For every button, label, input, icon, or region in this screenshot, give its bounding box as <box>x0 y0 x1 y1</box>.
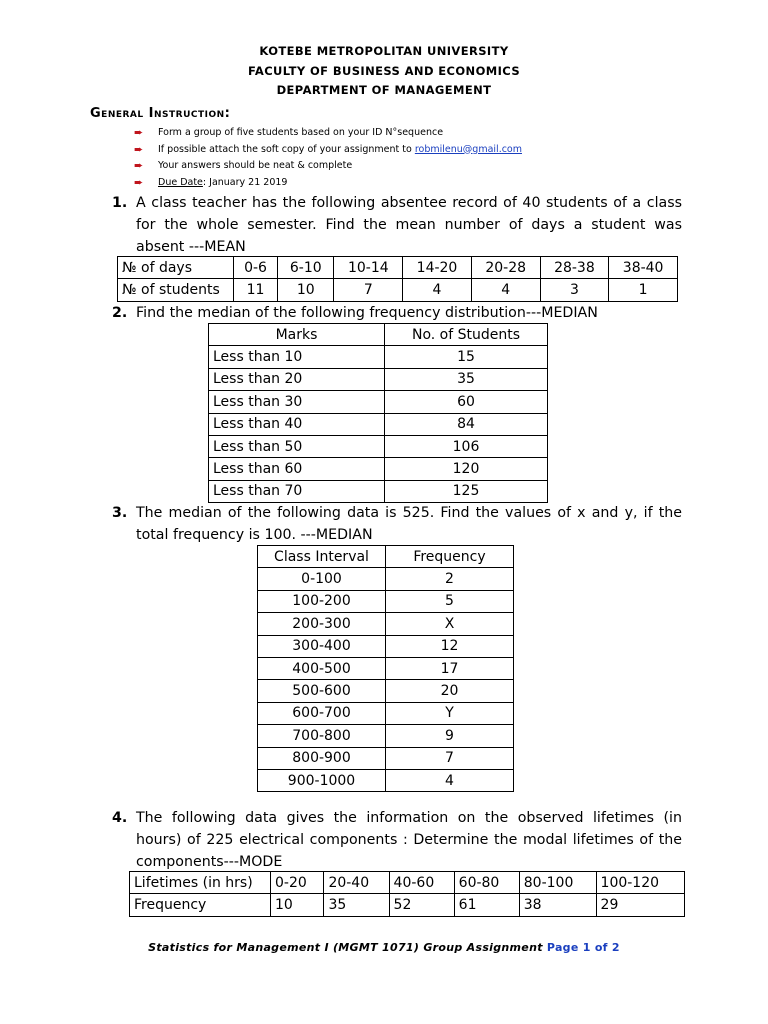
table-cell: 6-10 <box>278 257 334 279</box>
table-row <box>209 458 548 480</box>
table-cell: Y <box>386 702 514 724</box>
table-cell: Less than 10 <box>209 346 385 368</box>
document-header <box>0 42 768 101</box>
table-row <box>258 635 514 657</box>
table-cell: 20-28 <box>471 257 540 279</box>
table-cell: X <box>386 613 514 635</box>
due-date-label: Due Date <box>158 176 203 188</box>
question-text: The following data gives the information on the observed lifetimes (in hours) of 225 electrical components : Determine the modal lifetimes of the components---MODE <box>136 810 682 870</box>
instruction-text: Form a group of five students based on your ID N°sequence <box>158 127 444 138</box>
table-row <box>258 590 514 612</box>
table-cell: Less than 20 <box>209 368 385 390</box>
question-number: 4. <box>112 810 128 826</box>
table-cell: 5 <box>386 590 514 612</box>
table-cell: 35 <box>385 368 548 390</box>
table-row <box>258 769 514 791</box>
table-cell: 106 <box>385 435 548 457</box>
table-row <box>209 391 548 413</box>
instruction-item <box>134 125 522 142</box>
question-4 <box>112 807 682 873</box>
table-cell: 100-200 <box>258 590 386 612</box>
table-row <box>209 368 548 390</box>
table-row <box>130 872 685 894</box>
arrow-bullet-icon: ➨ <box>134 159 144 172</box>
instruction-item <box>134 175 522 192</box>
table-row <box>118 279 678 301</box>
table-cell: 0-100 <box>258 568 386 590</box>
table-cell: 1 <box>609 279 678 301</box>
table-row <box>209 435 548 457</box>
table-cell: 60 <box>385 391 548 413</box>
question-3 <box>112 502 682 546</box>
table-cell: 84 <box>385 413 548 435</box>
arrow-bullet-icon: ➨ <box>134 175 144 189</box>
due-date-value: : January 21 2019 <box>202 176 288 188</box>
table-cell: 7 <box>386 747 514 769</box>
table-cell: 500-600 <box>258 680 386 702</box>
table-cell: 2 <box>386 568 514 590</box>
table-cell: 60-80 <box>454 872 519 894</box>
table-cell: 9 <box>386 725 514 747</box>
university-name: KOTEBE METROPOLITAN UNIVERSITY <box>259 44 509 58</box>
table-cell: 100-120 <box>596 872 684 894</box>
table-cell: 0-20 <box>271 872 324 894</box>
table-cell: 10 <box>278 279 334 301</box>
page-footer <box>0 941 768 954</box>
q1-table <box>117 256 678 302</box>
table-cell: Frequency <box>130 894 271 916</box>
table-cell: № of days <box>118 257 234 279</box>
table-row <box>258 702 514 724</box>
table-row <box>258 568 514 590</box>
table-cell: 20-40 <box>324 872 389 894</box>
table-cell: Lifetimes (in hrs) <box>130 872 271 894</box>
table-cell: 17 <box>386 657 514 679</box>
table-row <box>258 747 514 769</box>
table-cell: 120 <box>385 458 548 480</box>
table-row <box>209 413 548 435</box>
table-cell: 12 <box>386 635 514 657</box>
footer-text: Statistics for Management I (MGMT 1071) Group Assignment <box>148 941 547 954</box>
table-cell: 0-6 <box>234 257 278 279</box>
table-cell: 400-500 <box>258 657 386 679</box>
table-cell: 10-14 <box>334 257 403 279</box>
table-cell: 14-20 <box>403 257 472 279</box>
table-cell: 38 <box>519 894 596 916</box>
table-header-cell: Marks <box>209 324 385 346</box>
table-row <box>209 324 548 346</box>
table-header-cell: Frequency <box>386 546 514 568</box>
question-2 <box>112 302 682 324</box>
table-cell: 125 <box>385 480 548 502</box>
table-row <box>258 680 514 702</box>
arrow-bullet-icon: ➨ <box>134 126 144 139</box>
email-link[interactable]: robmilenu@gmail.com <box>414 143 522 155</box>
table-cell: 900-1000 <box>258 769 386 791</box>
table-cell: 80-100 <box>519 872 596 894</box>
department-name: DEPARTMENT OF MANAGEMENT <box>276 83 492 97</box>
table-row <box>258 725 514 747</box>
table-cell: 300-400 <box>258 635 386 657</box>
instruction-item <box>134 142 522 159</box>
table-cell: 15 <box>385 346 548 368</box>
question-1 <box>112 192 682 258</box>
table-cell: 10 <box>271 894 324 916</box>
table-cell: 4 <box>386 769 514 791</box>
instruction-text: Your answers should be neat & complete <box>158 160 353 171</box>
table-cell: 200-300 <box>258 613 386 635</box>
table-cell: 29 <box>596 894 684 916</box>
table-cell: 4 <box>471 279 540 301</box>
faculty-name: FACULTY OF BUSINESS AND ECONOMICS <box>247 63 521 78</box>
table-row <box>130 894 685 916</box>
instruction-text: If possible attach the soft copy of your assignment to <box>158 143 412 155</box>
table-cell: 38-40 <box>609 257 678 279</box>
table-cell: 20 <box>386 680 514 702</box>
table-row <box>258 546 514 568</box>
instruction-item <box>134 158 522 175</box>
question-text: Find the median of the following frequency distribution---MEDIAN <box>136 305 598 321</box>
table-cell: 52 <box>389 894 454 916</box>
page-number: Page 1 of 2 <box>546 941 620 954</box>
table-header-cell: No. of Students <box>385 324 548 346</box>
table-row <box>209 346 548 368</box>
question-text: A class teacher has the following absentee record of 40 students of a class for the whole semester. Find the mean number of days a student was absent ---MEAN <box>136 195 682 255</box>
table-cell: Less than 50 <box>209 435 385 457</box>
q2-table <box>208 323 548 503</box>
table-cell: 11 <box>234 279 278 301</box>
arrow-bullet-icon: ➨ <box>134 142 144 156</box>
table-cell: 28-38 <box>540 257 609 279</box>
question-number: 1. <box>112 195 128 211</box>
general-instruction-title: General Instruction: <box>90 106 231 121</box>
question-number: 3. <box>112 505 128 521</box>
q3-table <box>257 545 514 792</box>
question-text: The median of the following data is 525. Find the values of x and y, if the total frequency is 100. ---MEDIAN <box>136 505 682 543</box>
q4-table <box>129 871 685 917</box>
table-row <box>258 657 514 679</box>
table-cell: № of students <box>118 279 234 301</box>
table-cell: Less than 40 <box>209 413 385 435</box>
instruction-list <box>134 125 522 191</box>
table-cell: 3 <box>540 279 609 301</box>
table-cell: 7 <box>334 279 403 301</box>
table-header-cell: Class Interval <box>258 546 386 568</box>
table-cell: 700-800 <box>258 725 386 747</box>
table-row <box>118 257 678 279</box>
table-cell: 40-60 <box>389 872 454 894</box>
table-cell: 4 <box>403 279 472 301</box>
table-cell: Less than 70 <box>209 480 385 502</box>
table-cell: 61 <box>454 894 519 916</box>
table-cell: Less than 60 <box>209 458 385 480</box>
table-cell: 600-700 <box>258 702 386 724</box>
table-row <box>209 480 548 502</box>
table-row <box>258 613 514 635</box>
table-cell: Less than 30 <box>209 391 385 413</box>
question-number: 2. <box>112 305 128 321</box>
table-cell: 800-900 <box>258 747 386 769</box>
table-cell: 35 <box>324 894 389 916</box>
